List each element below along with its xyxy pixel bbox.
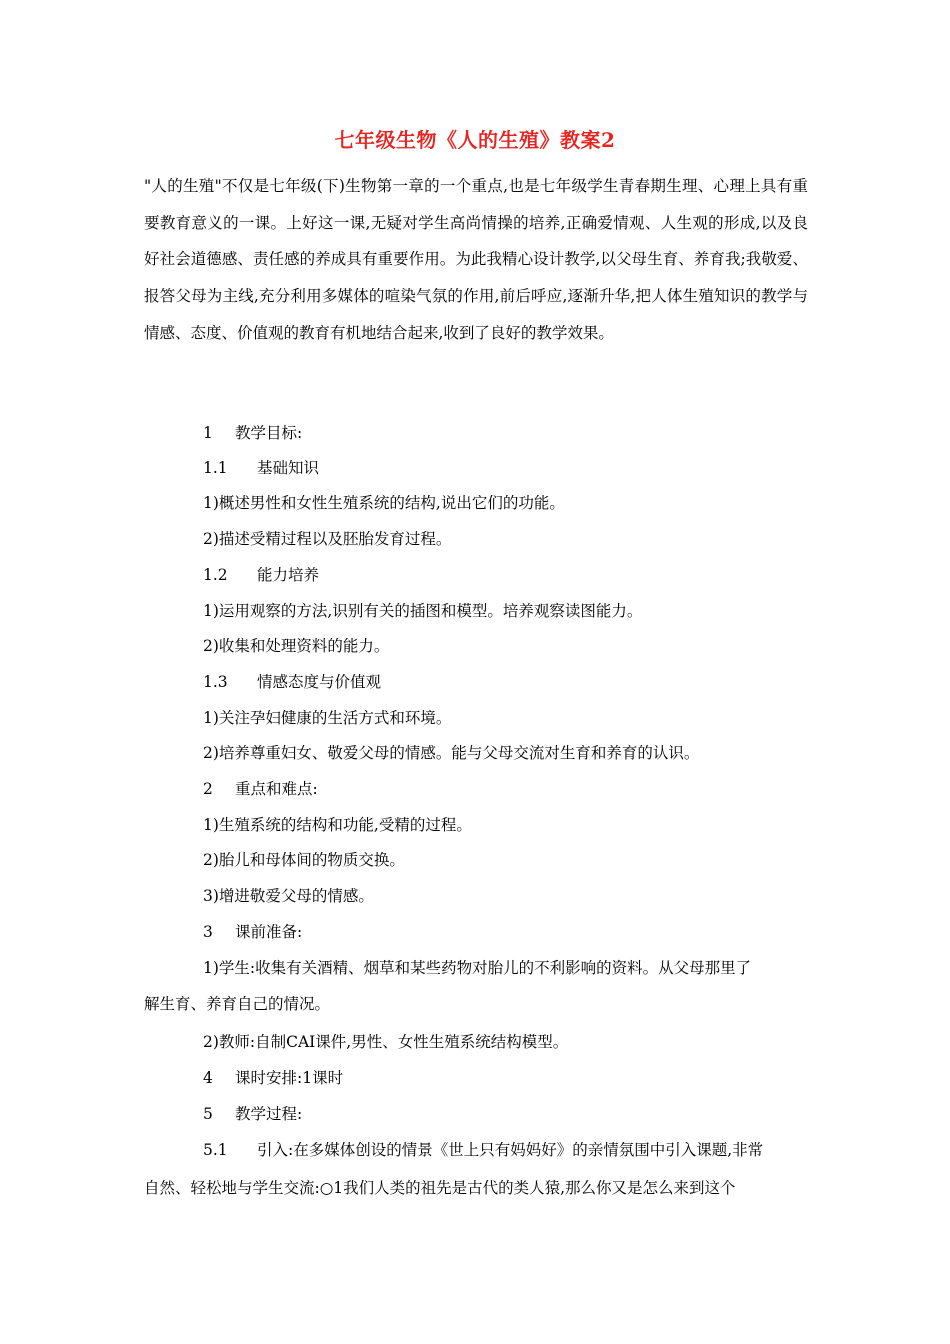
section-text: 引入:在多媒体创设的情景《世上只有妈妈好》的亲情氛围中引入课题,非常 [257, 1141, 764, 1159]
section-number: 3 [203, 923, 213, 941]
section-title: 基础知识 [257, 459, 320, 477]
section-number: 1.3 [203, 673, 228, 691]
list-item: 2)收集和处理资料的能力。 [203, 637, 390, 655]
list-item: 1)概述男性和女性生殖系统的结构,说出它们的功能。 [203, 494, 565, 512]
list-item: 2)教师:自制CAI课件,男性、女性生殖系统结构模型。 [203, 1033, 569, 1051]
list-item: 3)增进敬爱父母的情感。 [203, 887, 374, 905]
section-number: 2 [203, 780, 213, 798]
section-1-3-heading [203, 670, 381, 692]
section-4-heading [203, 1066, 343, 1088]
section-title: 情感态度与价值观 [257, 673, 382, 691]
section-2-heading [203, 777, 318, 799]
list-item: 2)描述受精过程以及胚胎发育过程。 [203, 530, 452, 548]
list-item: 2)胎儿和母体间的物质交换。 [203, 851, 405, 869]
section-3-heading [203, 920, 302, 942]
section-number: 5.1 [203, 1141, 228, 1159]
section-number: 1 [203, 424, 213, 442]
list-item: 1)学生:收集有关酒精、烟草和某些药物对胎儿的不利影响的资料。从父母那里了 [203, 959, 752, 977]
section-1-2-heading [203, 563, 319, 585]
list-item: 2)培养尊重妇女、敬爱父母的情感。能与父母交流对生育和养育的认识。 [203, 744, 700, 762]
section-title: 重点和难点: [235, 780, 318, 798]
page-title: 七年级生物《人的生殖》教案2 [334, 128, 616, 152]
section-1-heading [203, 421, 302, 443]
section-5-1-heading [203, 1138, 763, 1160]
section-title: 课前准备: [235, 923, 303, 941]
section-number: 5 [203, 1105, 213, 1123]
list-item: 1)生殖系统的结构和功能,受精的过程。 [203, 816, 472, 834]
section-5-heading [203, 1102, 302, 1124]
list-item: 1)运用观察的方法,识别有关的插图和模型。培养观察读图能力。 [203, 602, 643, 620]
section-number: 1.1 [203, 459, 228, 477]
paragraph-continuation: 自然、轻松地与学生交流:○1我们人类的祖先是古代的类人猿,那么你又是怎么来到这个 [144, 1179, 736, 1197]
section-title: 教学过程: [235, 1105, 303, 1123]
section-title: 能力培养 [257, 566, 320, 584]
section-number: 1.2 [203, 566, 228, 584]
intro-paragraph: "人的生殖"不仅是七年级(下)生物第一章的一个重点,也是七年级学生青春期生理、心理上具有重要教育意义的一课。上好这一课,无疑对学生高尚情操的培养,正确爱情观、人生观的形成,以及良好社会道德感、责任感的养成具有重要作用。为此我精心设计教学,以父母生育、养育我;我敬爱、报答父母为主线,充分利用多媒体的喧染气氛的作用,前后呼应,逐渐升华,把人体生殖知识的教学与情感、态度、价值观的教育有机地结合起来,收到了良好的教学效果。 [144, 177, 808, 342]
list-item-continuation: 解生育、养育自己的情况。 [144, 995, 331, 1013]
section-1-1-heading [203, 456, 319, 478]
section-number: 4 [203, 1069, 213, 1087]
list-item: 1)关注孕妇健康的生活方式和环境。 [203, 709, 452, 727]
section-title: 课时安排:1课时 [235, 1069, 344, 1087]
section-title: 教学目标: [235, 424, 303, 442]
